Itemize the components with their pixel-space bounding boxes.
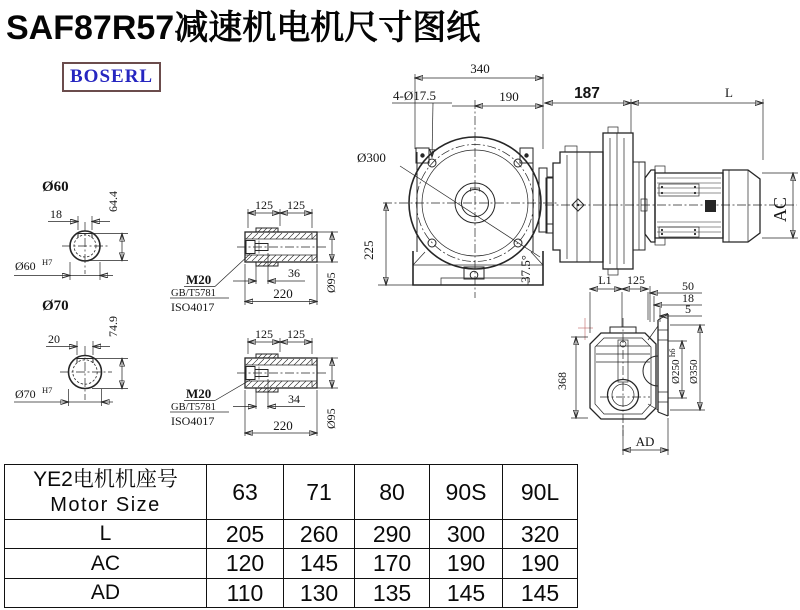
table-cell: 170 [355, 549, 430, 579]
table-cell: 110 [207, 579, 284, 608]
rear-dim-50: 50 [682, 279, 694, 293]
size-col-63: 63 [207, 465, 284, 520]
h2-dim-220: 220 [273, 418, 293, 433]
table-row-AC [5, 549, 578, 579]
front-dim-225: 225 [361, 240, 376, 260]
table-header-row [5, 465, 578, 520]
size-col-71: 71 [284, 465, 355, 520]
table-cell: 190 [430, 549, 503, 579]
s60-bore: Ø60 [15, 259, 36, 273]
side-dim-AC: AC [770, 196, 790, 222]
rear-dim-250-fit: h6 [667, 348, 677, 357]
h1-dim-36: 36 [288, 266, 300, 280]
shaft-section-70 [14, 298, 128, 406]
hollow-shaft-detail-1 [170, 198, 338, 314]
front-bolt-note: 4-Ø17.5 [393, 88, 436, 103]
table-cell: 145 [503, 579, 578, 608]
table-cell: 145 [430, 579, 503, 608]
rear-dim-368: 368 [555, 372, 569, 390]
rear-dim-250: Ø250 [670, 359, 682, 384]
h2-dim-95: Ø95 [324, 408, 338, 429]
s60-key-width: 18 [50, 207, 62, 221]
row-label-L: L [5, 520, 207, 549]
side-dim-187: 187 [574, 85, 600, 102]
table-row-AD [5, 579, 578, 608]
rear-dim-L1: L1 [598, 273, 612, 287]
size-col-90S: 90S [430, 465, 503, 520]
h2-dim-34: 34 [288, 392, 300, 406]
s70-bore-fit: H7 [42, 385, 53, 395]
rear-dim-125: 125 [627, 273, 645, 287]
hollow-shaft-detail-2 [170, 327, 338, 436]
motor-dimension-table [4, 464, 578, 608]
h2-std2: ISO4017 [171, 414, 215, 428]
s70-title: Ø70 [42, 298, 69, 314]
h2-dim-125a: 125 [255, 327, 273, 341]
page-title: SAF87R57减速机电机尺寸图纸 [6, 9, 481, 47]
table-cell: 120 [207, 549, 284, 579]
table-cell: 205 [207, 520, 284, 549]
rear-dim-18: 18 [682, 291, 694, 305]
table-cell: 145 [284, 549, 355, 579]
rear-dim-350: Ø350 [688, 359, 700, 384]
table-cell: 320 [503, 520, 578, 549]
size-col-90L: 90L [503, 465, 578, 520]
side-view [545, 85, 798, 275]
front-flange-dia-label: Ø300 [357, 150, 386, 165]
h1-dim-95: Ø95 [324, 272, 338, 293]
s70-key-width: 20 [48, 332, 60, 346]
front-view [357, 61, 558, 298]
table-cell: 260 [284, 520, 355, 549]
h1-std1: GB/T5781 [171, 288, 216, 299]
h1-dim-125b: 125 [287, 198, 305, 212]
h1-std2: ISO4017 [171, 300, 215, 314]
front-angle: 37.5° [518, 255, 533, 283]
table-cell: 135 [355, 579, 430, 608]
s60-height: 64.4 [106, 191, 120, 212]
rear-dim-5: 5 [685, 302, 691, 316]
h1-dim-125a: 125 [255, 198, 273, 212]
motor-size-en: Motor Size [50, 493, 161, 516]
rear-view [555, 273, 705, 455]
shaft-section-60 [14, 179, 128, 280]
front-dim-190: 190 [499, 89, 519, 104]
h2-std1: GB/T5781 [171, 402, 216, 413]
s70-bore: Ø70 [15, 387, 36, 401]
s60-bore-fit: H7 [42, 257, 53, 267]
table-cell: 130 [284, 579, 355, 608]
front-dim-340: 340 [470, 61, 490, 76]
h2-thread: M20 [186, 386, 212, 401]
side-dim-L: L [725, 85, 733, 100]
size-col-80: 80 [355, 465, 430, 520]
brand-logo: BOSERL [62, 62, 161, 92]
motor-size-header [5, 465, 207, 520]
s70-height: 74.9 [106, 316, 120, 337]
row-label-AD: AD [5, 579, 207, 608]
s60-title: Ø60 [42, 179, 69, 195]
table-cell: 290 [355, 520, 430, 549]
h2-dim-125b: 125 [287, 327, 305, 341]
h1-thread: M20 [186, 272, 212, 287]
table-cell: 300 [430, 520, 503, 549]
row-label-AC: AC [5, 549, 207, 579]
h1-dim-220: 220 [273, 286, 293, 301]
table-cell: 190 [503, 549, 578, 579]
rear-dim-AD: AD [635, 434, 655, 449]
motor-size-cn: YE2电机机座号 [33, 467, 178, 491]
table-row-L [5, 520, 578, 549]
